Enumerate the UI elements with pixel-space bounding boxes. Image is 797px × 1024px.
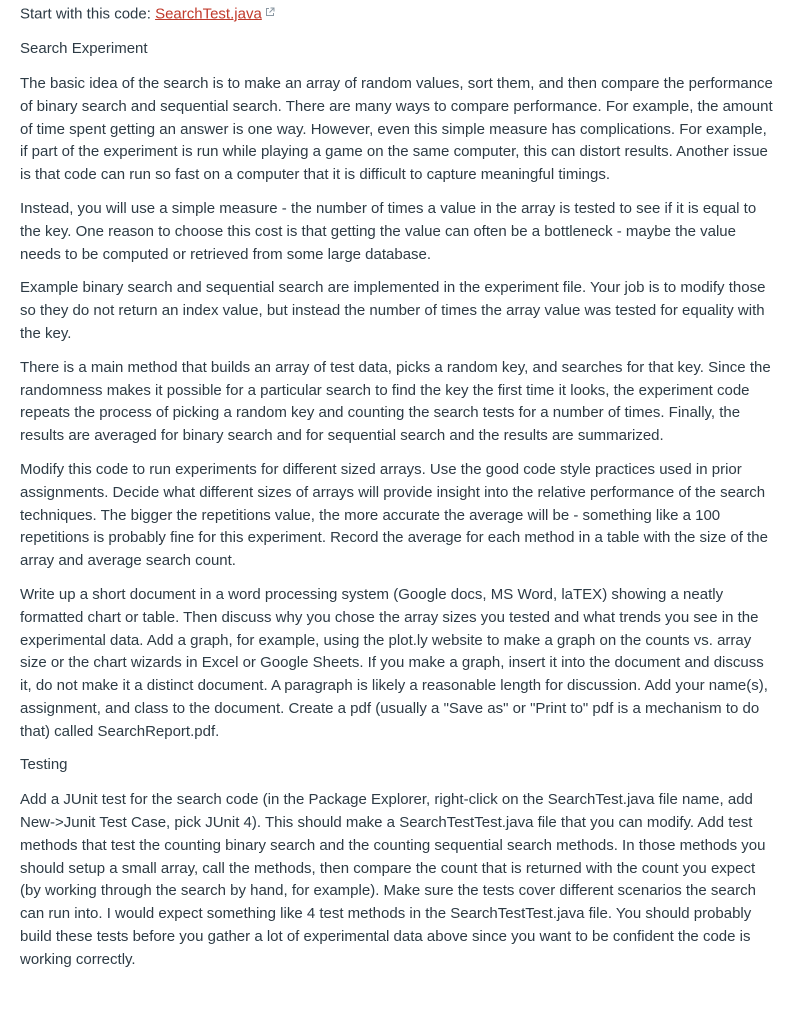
paragraph-simple-measure: Instead, you will use a simple measure - the number of times a value in the array is tested to see if it is equal to the key. One reason to choose this cost is that getting the value can often be a bottleneck - maybe the value needs to be computed or retrieved from some large database. [20, 199, 757, 263]
start-code-prefix: Start with this code: [20, 5, 156, 23]
paragraph-main-method: There is a main method that builds an array of test data, picks a random key, and searches for that key. Since the randomness makes it possible for a particular search to find the key the first time it looks, the experiment code repeats the process of picking a random key and counting the search tests for a number of times. Finally, the results are averaged for binary search and for sequential search and the results are summarized. [20, 358, 771, 445]
paragraph-basic-idea: The basic idea of the search is to make an array of random values, sort them, and then compare the performance of binary search and sequential search. There are many ways to compare performance. For example, the amount of time spent getting an answer is one way. However, even this simple measure has complications. For example, if part of the experiment is run while playing a game on the same computer, this can distort results. Another issue is that code can run so fast on a computer that it is difficult to capture meaningful timings. [20, 74, 773, 184]
paragraph-junit-test: Add a JUnit test for the search code (in the Package Explorer, right-click on the SearchTest.java file name, add New->Junit Test Case, pick JUnit 4). This should make a SearchTestTest.java file that you can modify. Add test methods that test the counting binary search and the counting sequential search methods. In those methods you should setup a small array, call the methods, then compare the count that is returned with the count you expect (by working through the search by hand, for example). Make sure the tests cover different scenarios the search can run into. I would expect something like 4 test methods in the SearchTestTest.java file. You should probably build these tests before you gather a lot of experimental data above since you want to be confident the code is working correctly. [20, 791, 766, 968]
testing-heading: Testing [20, 756, 68, 774]
paragraph-modify-code: Modify this code to run experiments for different sized arrays. Use the good code style practices used in prior assignments. Decide what different sizes of arrays will provide insight into the relative performance of the search techniques. The bigger the repetitions value, the more accurate the average will be - something like a 100 repetitions is probably fine for this experiment. Record the average for each method in a table with the size of the array and average search count. [20, 460, 768, 570]
paragraph-example-implementation: Example binary search and sequential search are implemented in the experiment file. Your job is to modify those so they do not return an index value, but instead the number of times the array value was tested for equality with the key. [20, 279, 766, 342]
searchtest-java-link[interactable]: SearchTest.java [155, 5, 262, 23]
start-code-line [20, 3, 777, 26]
search-experiment-heading: Search Experiment [20, 40, 148, 58]
paragraph-write-up: Write up a short document in a word processing system (Google docs, MS Word, laTEX) showing a neatly formatted chart or table. Then discuss why you chose the array sizes you tested and what trends you see in the experimental data. Add a graph, for example, using the plot.ly website to make a graph on the counts vs. array size or the chart wizards in Excel or Google Sheets. If you make a graph, insert it into the document and discuss it, do not make it a distinct document. A paragraph is likely a reasonable length for discussion. Add your name(s), assignment, and class to the document. Create a pdf (usually a "Save as" or "Print to" pdf is a mechanism to do that) called SearchReport.pdf. [20, 585, 768, 740]
external-link-icon[interactable] [265, 2, 275, 25]
